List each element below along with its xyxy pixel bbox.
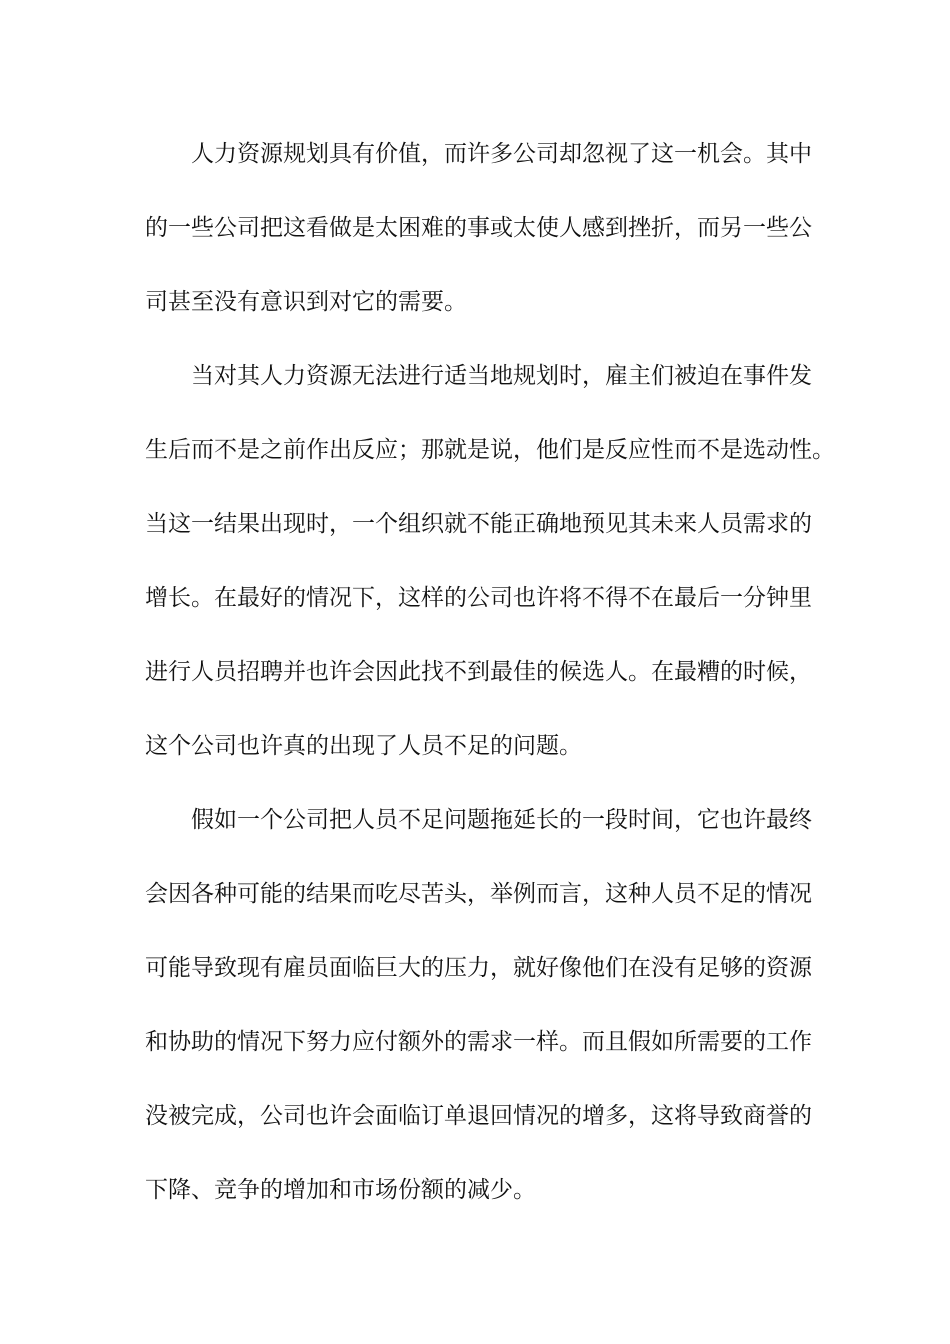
- paragraph-line: 进行人员招聘并也许会因此找不到最佳的候选人。在最糟的时候，: [145, 659, 812, 685]
- paragraph-line: 这个公司也许真的出现了人员不足的问题。: [145, 733, 582, 759]
- paragraph-1: [145, 132, 810, 354]
- paragraph-line: 下降、竞争的增加和市场份额的减少。: [145, 1177, 536, 1203]
- paragraph-line: 当这一结果出现时，一个组织就不能正确地预见其未来人员需求的: [145, 511, 812, 537]
- paragraph-3: [145, 798, 810, 1242]
- paragraph-line: 司甚至没有意识到对它的需要。: [145, 289, 467, 315]
- paragraph-line: 人力资源规划具有价值，而许多公司却忽视了这一机会。其中: [191, 141, 812, 167]
- paragraph-line: 可能导致现有雇员面临巨大的压力，就好像他们在没有足够的资源: [145, 955, 812, 981]
- paragraph-line: 假如一个公司把人员不足问题拖延长的一段时间，它也许最终: [191, 807, 812, 833]
- paragraph-line: 会因各种可能的结果而吃尽苦头，举例而言，这种人员不足的情况: [145, 881, 812, 907]
- paragraph-line: 生后而不是之前作出反应；那就是说，他们是反应性而不是选动性。: [145, 437, 835, 463]
- paragraph-line: 增长。在最好的情况下，这样的公司也许将不得不在最后一分钟里: [145, 585, 812, 611]
- paragraph-2: [145, 354, 835, 798]
- paragraph-line: 的一些公司把这看做是太困难的事或太使人感到挫折，而另一些公: [145, 215, 812, 241]
- paragraph-line: 和协助的情况下努力应付额外的需求一样。而且假如所需要的工作: [145, 1029, 812, 1055]
- paragraph-line: 当对其人力资源无法进行适当地规划时，雇主们被迫在事件发: [191, 363, 812, 389]
- document-body: [145, 132, 835, 1242]
- paragraph-line: 没被完成，公司也许会面临订单退回情况的增多，这将导致商誉的: [145, 1103, 812, 1129]
